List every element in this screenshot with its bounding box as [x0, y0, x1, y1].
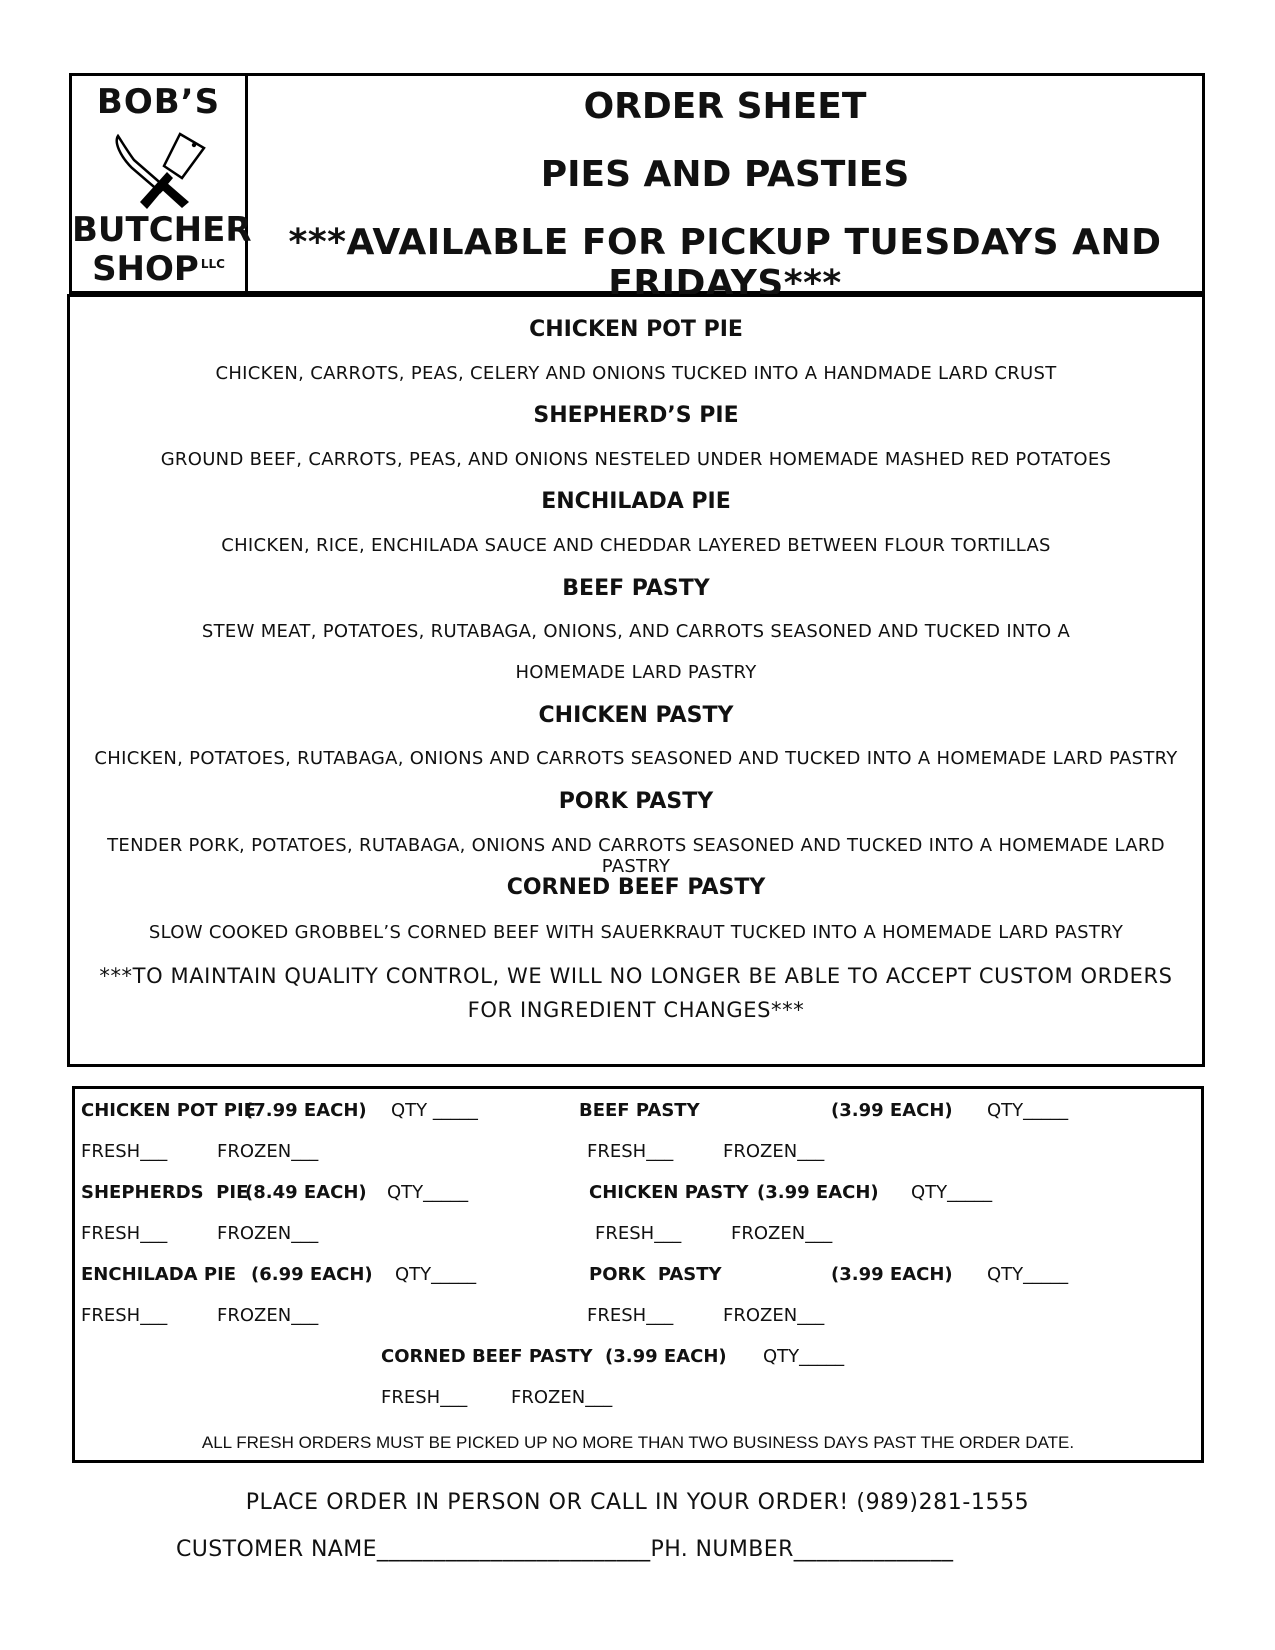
page-subtitle: PIES AND PASTIES — [540, 154, 910, 195]
form-item-price: (6.99 EACH) — [251, 1264, 373, 1285]
form-item-name: ENCHILADA PIE — [81, 1264, 237, 1285]
fresh-field[interactable]: FRESH___ — [587, 1141, 674, 1162]
customer-info-line — [176, 1537, 953, 1562]
frozen-field[interactable]: FROZEN___ — [217, 1141, 319, 1162]
form-item-price: (3.99 EACH) — [757, 1182, 879, 1203]
logo-line-2: BUTCHER — [72, 210, 252, 250]
qty-field[interactable]: QTY_____ — [763, 1346, 845, 1367]
menu-item-desc: CHICKEN, RICE, ENCHILADA SAUCE AND CHEDDAR LAYERED BETWEEN FLOUR TORTILLAS — [221, 535, 1051, 556]
fresh-field[interactable]: FRESH___ — [587, 1305, 674, 1326]
frozen-field[interactable]: FROZEN___ — [511, 1387, 613, 1408]
menu-item-desc: CHICKEN, POTATOES, RUTABAGA, ONIONS AND CARROTS SEASONED AND TUCKED INTO A HOMEMADE LARD PASTRY — [94, 748, 1178, 769]
menu-item-name: CHICKEN PASTY — [538, 703, 734, 728]
form-item-price: (3.99 EACH) — [605, 1346, 727, 1367]
menu-item-name: SHEPHERD’S PIE — [533, 403, 739, 428]
menu-item-name: CORNED BEEF PASTY — [506, 875, 766, 900]
frozen-field[interactable]: FROZEN___ — [731, 1223, 833, 1244]
menu-item-desc: TENDER PORK, POTATOES, RUTABAGA, ONIONS AND CARROTS SEASONED AND TUCKED INTO A HOMEMADE LARD PASTRY — [107, 835, 1165, 877]
pickup-footnote: ALL FRESH ORDERS MUST BE PICKED UP NO MORE THAN TWO BUSINESS DAYS PAST THE ORDER DATE. — [201, 1433, 1075, 1452]
form-item-name: PORK PASTY — [589, 1264, 722, 1285]
frozen-field[interactable]: FROZEN___ — [217, 1223, 319, 1244]
quality-note-1: ***TO MAINTAIN QUALITY CONTROL, WE WILL NO LONGER BE ABLE TO ACCEPT CUSTOM ORDERS — [99, 964, 1173, 988]
phone-number-field[interactable]: PH. NUMBER______________ — [650, 1537, 954, 1562]
availability-banner: ***AVAILABLE FOR PICKUP TUESDAYS AND FRIDAYS*** — [288, 222, 1162, 304]
menu-item-name: CHICKEN POT PIE — [529, 317, 743, 342]
form-item-price: (8.49 EACH) — [245, 1182, 367, 1203]
form-item-name: CORNED BEEF PASTY — [381, 1346, 593, 1367]
qty-field[interactable]: QTY_____ — [911, 1182, 993, 1203]
logo-shop-text: SHOP — [92, 249, 199, 289]
frozen-field[interactable]: FROZEN___ — [217, 1305, 319, 1326]
fresh-field[interactable]: FRESH___ — [81, 1141, 168, 1162]
frozen-field[interactable]: FROZEN___ — [723, 1305, 825, 1326]
form-item-name: SHEPHERDS PIE — [81, 1182, 249, 1203]
header-box — [69, 73, 1205, 304]
qty-field[interactable]: QTY_____ — [395, 1264, 477, 1285]
menu-item-name: ENCHILADA PIE — [541, 489, 731, 514]
logo-llc: LLC — [200, 256, 225, 271]
fresh-field[interactable]: FRESH___ — [81, 1223, 168, 1244]
form-item-price: (7.99 EACH) — [245, 1100, 367, 1121]
logo — [72, 76, 252, 291]
fresh-field[interactable]: FRESH___ — [381, 1387, 468, 1408]
order-form — [72, 1086, 1204, 1463]
crossed-knives-icon — [110, 132, 210, 212]
menu-box — [67, 294, 1205, 1067]
quality-note-2: FOR INGREDIENT CHANGES*** — [467, 998, 805, 1022]
qty-field[interactable]: QTY_____ — [987, 1264, 1069, 1285]
customer-name-field[interactable]: CUSTOMER NAME________________________ — [176, 1537, 651, 1562]
logo-line-3 — [72, 249, 245, 289]
header-titles — [248, 76, 1202, 304]
qty-field[interactable]: QTY_____ — [387, 1182, 469, 1203]
menu-item-desc: STEW MEAT, POTATOES, RUTABAGA, ONIONS, AND CARROTS SEASONED AND TUCKED INTO A — [201, 621, 1071, 642]
form-item-name: CHICKEN PASTY — [589, 1182, 749, 1203]
menu-item-desc: SLOW COOKED GROBBEL’S CORNED BEEF WITH SAUERKRAUT TUCKED INTO A HOMEMADE LARD PASTRY — [148, 922, 1124, 943]
menu-item-desc-2: HOMEMADE LARD PASTRY — [515, 662, 757, 683]
menu-item-name: PORK PASTY — [558, 789, 714, 814]
fresh-field[interactable]: FRESH___ — [595, 1223, 682, 1244]
form-item-price: (3.99 EACH) — [831, 1100, 953, 1121]
call-to-order: PLACE ORDER IN PERSON OR CALL IN YOUR ORDER! (989)281-1555 — [245, 1490, 1030, 1515]
logo-line-1: BOB’S — [96, 82, 221, 122]
menu-item-desc: CHICKEN, CARROTS, PEAS, CELERY AND ONIONS TUCKED INTO A HANDMADE LARD CRUST — [215, 363, 1057, 384]
frozen-field[interactable]: FROZEN___ — [723, 1141, 825, 1162]
form-item-price: (3.99 EACH) — [831, 1264, 953, 1285]
qty-field[interactable]: QTY_____ — [987, 1100, 1069, 1121]
menu-item-desc: GROUND BEEF, CARROTS, PEAS, AND ONIONS NESTELED UNDER HOMEMADE MASHED RED POTATOES — [160, 449, 1112, 470]
fresh-field[interactable]: FRESH___ — [81, 1305, 168, 1326]
page-title: ORDER SHEET — [583, 86, 867, 127]
qty-field[interactable]: QTY _____ — [391, 1100, 478, 1121]
form-item-name: BEEF PASTY — [579, 1100, 700, 1121]
form-item-name: CHICKEN POT PIE — [81, 1100, 256, 1121]
menu-item-name: BEEF PASTY — [562, 576, 710, 601]
